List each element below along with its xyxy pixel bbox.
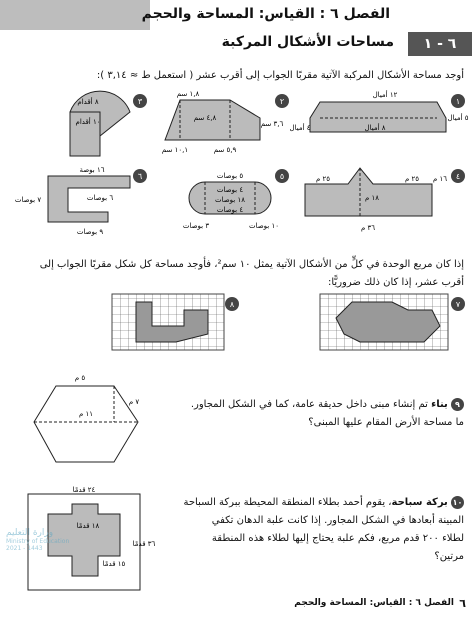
lesson-badge: ٦ - ١ bbox=[408, 32, 472, 56]
problem-10-keyword: بركة سباحة bbox=[391, 497, 448, 508]
problem-10-line4: مرتين؟ bbox=[434, 551, 464, 562]
problem-10-line1 bbox=[164, 494, 464, 512]
problem-10-line2: المبينة أبعادها في الشكل المجاور. إذا كانت علبة الدهان تكفي bbox=[211, 515, 464, 526]
f5-label-a: ٥ بوصات bbox=[216, 172, 244, 180]
p9-label-side: ٧ م bbox=[128, 398, 140, 406]
f4-label-a: ٢٥ م bbox=[315, 175, 331, 183]
grid-figure-7 bbox=[320, 294, 448, 350]
f5-label-c: ١٨ بوصات bbox=[215, 196, 245, 204]
grid-figures bbox=[0, 290, 474, 360]
svg-text:١: ١ bbox=[455, 97, 461, 106]
f5-label-b: ٤ بوصات bbox=[216, 186, 244, 194]
watermark-line1: وزارة التعليم bbox=[6, 528, 54, 538]
svg-text:٣: ٣ bbox=[137, 97, 143, 106]
problem-9-line2: ما مساحة الأرض المقام عليها المبنى؟ bbox=[308, 417, 464, 428]
f2-label-b: ٣,٦ سم bbox=[260, 120, 284, 128]
figure-5-number bbox=[275, 169, 289, 183]
problem-10-line3: لطلاء ٢٠٠ قدم مربع، فكم علبة يحتاج إليها لطلاء هذه المنطقة bbox=[211, 533, 464, 544]
lesson-heading bbox=[190, 32, 472, 54]
f5-label-e: ٣ بوصات bbox=[182, 222, 210, 230]
figure-5 bbox=[183, 172, 279, 230]
problem-9 bbox=[164, 396, 464, 432]
p9-label-top: ٥ م bbox=[74, 374, 86, 382]
f4-label-d: ٣٦ م bbox=[360, 224, 376, 232]
figure-1-number bbox=[451, 94, 465, 108]
figure-2 bbox=[162, 90, 284, 154]
p10-label-d: ١٥ قدمًا bbox=[102, 560, 126, 568]
f1-label-left: ٤ أميال bbox=[289, 124, 311, 132]
figure-6-number bbox=[133, 169, 147, 183]
f1-label-top: ١٢ أميال bbox=[372, 91, 398, 99]
figures-area bbox=[0, 88, 474, 248]
p10-label-b: ١٨ قدمًا bbox=[76, 522, 100, 530]
hexagon-figure bbox=[30, 370, 150, 480]
p10-label-c: ٣٦ قدمًا bbox=[132, 540, 156, 548]
figure-3-number bbox=[133, 94, 147, 108]
watermark-line3: 2021 - 1443 bbox=[6, 545, 43, 552]
problem-10-number: ١٠ bbox=[452, 498, 463, 507]
f5-label-f: ١٠ بوصات bbox=[249, 222, 279, 230]
problem-9-text1: تم إنشاء مبنى داخل حديقة عامة، كما في الشكل المجاور. bbox=[190, 399, 428, 410]
figure-4 bbox=[305, 168, 447, 232]
problem-10-text1: ، يقوم أحمد بطلاء المنطقة المحيطة ببركة السباحة bbox=[183, 497, 392, 508]
svg-text:٦: ٦ bbox=[137, 172, 143, 181]
grid-figure-8 bbox=[112, 294, 224, 350]
svg-text:٢: ٢ bbox=[279, 97, 285, 106]
f2-label-e: ٥,٩ سم bbox=[213, 146, 237, 154]
problem-9-line1 bbox=[164, 396, 464, 414]
f2-label-a: ٤,٨ سم bbox=[193, 114, 217, 122]
grid-figure-8-number bbox=[225, 297, 239, 311]
lesson-title: مساحات الأشكال المركبة bbox=[221, 34, 394, 50]
p9-label-mid: ١١ م bbox=[78, 410, 94, 418]
svg-text:٥: ٥ bbox=[279, 172, 285, 181]
svg-text:٨: ٨ bbox=[229, 300, 235, 309]
svg-text:٤: ٤ bbox=[455, 172, 461, 181]
figure-2-number bbox=[275, 94, 289, 108]
figure-1 bbox=[289, 90, 468, 132]
f4-label-c: ٢٥ م bbox=[404, 175, 420, 183]
f1-label-right: ٥ أميال bbox=[447, 114, 469, 122]
grid-intro-line2: أقرب عشر، إذا كان ذلك ضروريًّا: bbox=[328, 277, 464, 288]
grid-figure-7-number bbox=[451, 297, 465, 311]
f6-label-d: ٩ بوصات bbox=[76, 228, 104, 236]
grid-intro-line1: إذا كان مربع الوحدة في كلٍّ من الأشكال الآتية يمثل ١٠ سم²، فأوجد مساحة كل شكل مقربًا الجواب إلى bbox=[39, 259, 464, 270]
f4-label-b: ١٨ م bbox=[364, 194, 380, 202]
footer-chapter: الفصل ٦ : القياس: المساحة والحجم bbox=[294, 598, 454, 608]
f6-label-b: ٧ بوصات bbox=[14, 196, 42, 204]
page-number: ٦ bbox=[459, 597, 466, 610]
ministry-watermark bbox=[6, 528, 76, 574]
f5-label-d: ٤ بوصات bbox=[216, 206, 244, 214]
problem-10 bbox=[164, 494, 464, 566]
figure-3 bbox=[70, 91, 130, 156]
f2-label-c: ١,٨ سم bbox=[176, 90, 200, 98]
grid-intro bbox=[8, 256, 464, 292]
f1-label-mid: ٨ أميال bbox=[364, 124, 386, 132]
f6-label-a: ١٦ بوصة bbox=[79, 166, 105, 174]
figure-6 bbox=[15, 166, 130, 236]
intro-instructions: أوجد مساحة الأشكال المركبة الآتية مقربًا الجواب إلى أقرب عشر ( استعمل ط ≈ ٣,١٤ ): bbox=[96, 70, 464, 81]
chapter-title: الفصل ٦ : القياس: المساحة والحجم bbox=[141, 6, 390, 22]
f3-label-a: ١٠ أقدام bbox=[75, 118, 101, 126]
p10-label-a: ٢٤ قدمًا bbox=[72, 486, 96, 494]
watermark-line2: Ministry of Education bbox=[6, 538, 70, 545]
f4-label-e: ١٦ م bbox=[432, 175, 448, 183]
f3-label-b: ٨ أقدام bbox=[77, 98, 99, 106]
problem-9-keyword: بناء bbox=[431, 399, 448, 410]
f2-label-d: ١٠,١ سم bbox=[161, 146, 189, 154]
problem-9-number: ٩ bbox=[451, 398, 464, 411]
svg-text:٧: ٧ bbox=[455, 300, 461, 309]
figure-4-number bbox=[451, 169, 465, 183]
f6-label-c: ٦ بوصات bbox=[86, 194, 114, 202]
